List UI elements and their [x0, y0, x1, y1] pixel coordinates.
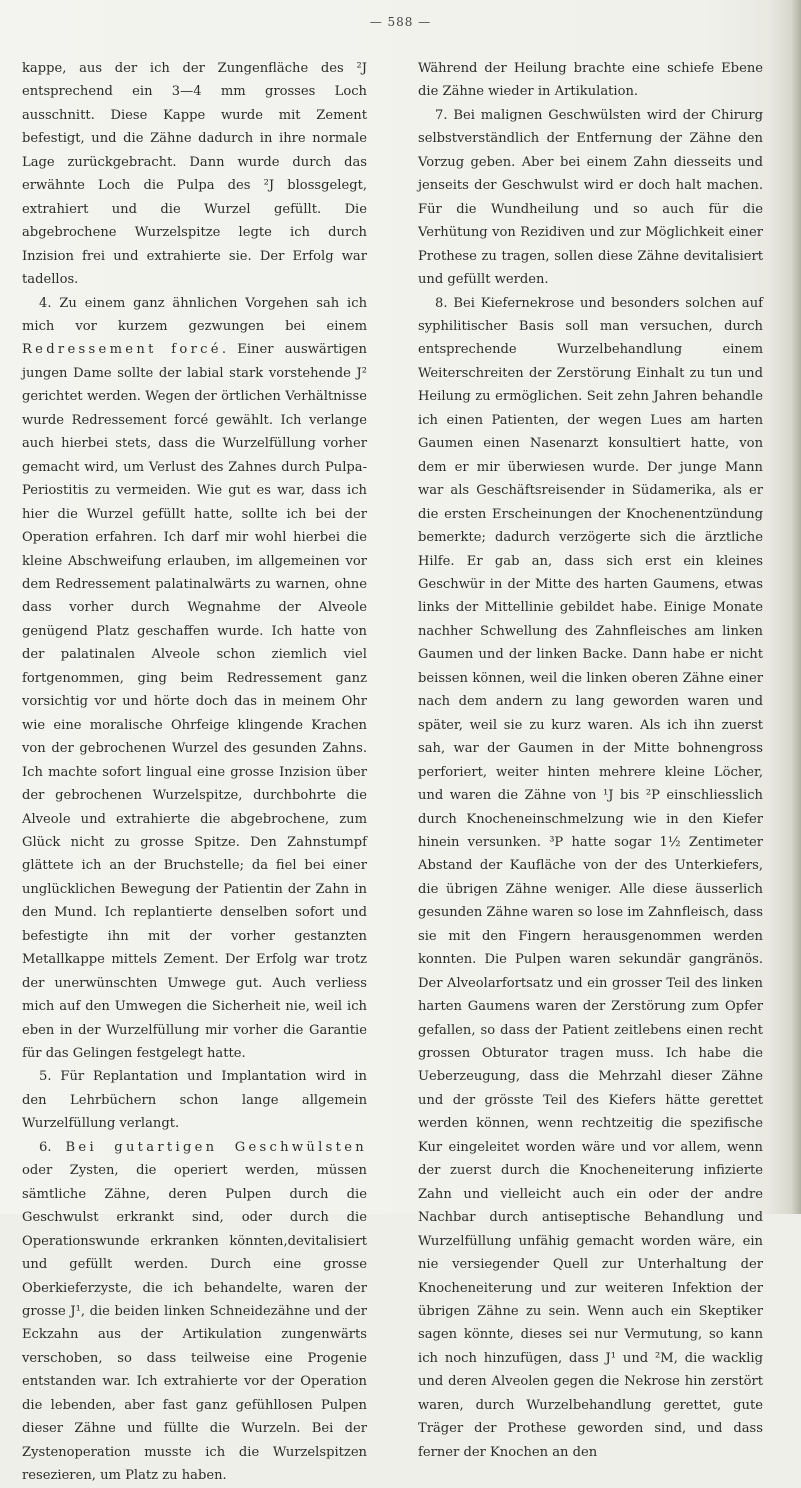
paragraph: [418, 104, 763, 292]
spaced-term: Redressement forcé: [22, 342, 222, 358]
paragraph-text: oder Zysten, die operiert werden, müssen sämtliche Zähne, deren Pulpen durch die Geschwulst erkrankt sind, oder durch die Operationswunde erkranken könnten,devitalisiert und gefüllt werden. Durch eine grosse Oberkieferzyste, die ich behandelte, waren der grosse J¹, die beiden linken Schneidezähne und der Eckzahn aus der Artikulation zungenwärts verschoben, so dass teilweise eine Progenie entstanden war. Ich extrahierte vor der Operation die lebenden, aber fast ganz gefühllosen Pulpen dieser Zähne und füllte die Wurzeln. Bei der Zystenoperation musste ich die Wurzelspitzen resezieren, um Platz zu haben.: [22, 1163, 367, 1484]
right-column: [418, 57, 763, 1464]
page-edge-shadow: [791, 0, 801, 1214]
paragraph: [22, 292, 367, 1066]
paragraph-text: 8. Bei Kiefernekrose und besonders solchen auf syphilitischer Basis soll man versuchen, durch entsprechende Wurzelbehandlung einem Weiterschreiten der Zerstörung Einhalt zu tun und Heilung zu ermöglichen. Seit zehn Jahren behandle ich einen Patienten, der wegen Lues am harten Gaumen einen Nasenarzt konsultiert hatte, von dem er mir überwiesen wurde. Der junge Mann war als Geschäftsreisender in Südamerika, als er die ersten Erscheinungen der Knochenentzündung bemerkte; dadurch verzögerte sich die ärztliche Hilfe. Er gab an, dass sich erst ein kleines Geschwür in der Mitte des harten Gaumens, etwas links der Mittellinie gebildet habe. Einige Monate nachher Schwellung des Zahnfleisches am linken Gaumen und der linken Backe. Dann habe er nicht beissen können, weil die linken oberen Zähne einer nach dem andern zu lang geworden waren und später, weil sie zu kurz waren. Als ich ihn zuerst sah, war der Gaumen in der Mitte bohnengross perforiert, weiter hinten mehrere kleine Löcher, und waren die Zähne von ¹J bis ²P einschliesslich durch Knocheneinschmelzung wie in den Kiefer hinein versunken. ³P hatte sogar 1½ Zentimeter Abstand der Kaufläche von der des Unterkiefers, die übrigen Zähne weniger. Alle diese äusserlich gesunden Zähne waren so lose im Zahnfleisch, dass sie mit den Fingern herausgenommen werden konnten. Die Pulpen waren sekundär gangränös. Der Alveolarfortsatz und ein grosser Teil des linken harten Gaumens waren der Zerstörung zum Opfer gefallen, so dass der Patient zeitlebens einen recht grossen Obturator tragen muss. Ich habe die Ueberzeugung, dass die Mehrzahl dieser Zähne und der grösste Teil des Kiefers hätte gerettet werden können, wenn rechtzeitig die spezifische Kur eingeleitet worden wäre und vor allem, wenn der zuerst durch die Knocheneiterung infizierte Zahn und vielleicht auch ein oder der andre Nachbar durch antiseptische Behandlung und Wurzelfüllung unfähig gemacht worden wäre, ein nie versiegender Quell zur Unterhaltung der Knocheneiterung und zur weiteren Infektion der übrigen Zähne zu sein. Wenn auch ein Skeptiker sagen könnte, dieses sei nur Vermutung, so kann ich noch hinzufügen, dass J¹ und ²M, die wacklig und deren Alveolen gegen die Nekrose hin zerstört waren, durch Wurzelbehandlung gerettet, gute Träger der Prothese geworden sind, und dass ferner der Knochen an den: [418, 295, 763, 1460]
page-number: — 588 —: [369, 15, 432, 29]
paragraph-text: kappe, aus der ich der Zungenfläche des ²J entsprechend ein 3—4 mm grosses Loch ausschnitt. Diese Kappe wurde mit Zement befestigt, und die Zähne dadurch in ihre normale Lage zurückgebracht. Dann wurde durch das erwähnte Loch die Pulpa des ²J blossgelegt, extrahiert und die Wurzel gefüllt. Die abgebrochene Wurzelspitze legte ich durch Inzision frei und extrahierte sie. Der Erfolg war tadellos.: [22, 61, 367, 288]
paragraph-text: 5. Für Replantation und Implantation wird in den Lehrbüchern schon lange allgemein Wurzelfüllung verlangt.: [22, 1069, 367, 1132]
paragraph-text: 7. Bei malignen Geschwülsten wird der Chirurg selbstverständlich der Entfernung der Zähne den Vorzug geben. Aber bei einem Zahn diesseits und jenseits der Geschwulst wird er doch halt machen. Für die Wundheilung und so auch für die Verhütung von Rezidiven und zur Möglichkeit einer Prothese zu tragen, sollen diese Zähne devitalisiert und gefüllt werden.: [418, 107, 763, 288]
paragraph-lead: 4. Zu einem ganz ähnlichen Vorgehen sah ich mich vor kurzem gezwungen bei einem: [22, 295, 367, 334]
paragraph: [22, 1065, 367, 1135]
spaced-term: Bei gutartigen Geschwülsten: [65, 1139, 368, 1155]
left-column: [22, 57, 367, 1488]
paragraph: [418, 292, 763, 1465]
paragraph: [418, 57, 763, 104]
paragraph: [22, 1136, 367, 1488]
paragraph-text: . Einer auswärtigen jungen Dame sollte der labial stark vorstehende J² gerichtet werden. Wegen der örtlichen Verhältnisse wurde Redressement forcé gewählt. Ich verlange auch hierbei stets, dass die Wurzelfüllung vorher gemacht wird, um Verlust des Zahnes durch Pulpa-Periostitis zu vermeiden. Wie gut es war, dass ich hier die Wurzel gefüllt hatte, sollte ich bei der Operation erfahren. Ich darf mir wohl hierbei die kleine Abschweifung erlauben, im allgemeinen vor dem Redressement palatinalwärts zu warnen, ohne dass vorher durch Wegnahme der Alveole genügend Platz geschaffen wurde. Ich hatte von der palatinalen Alveole schon ziemlich viel fortgenommen, ging beim Redressement ganz vorsichtig vor und hörte doch das in meinem Ohr wie eine moralische Ohrfeige klingende Krachen von der gebrochenen Wurzel des gesunden Zahns. Ich machte sofort lingual eine grosse Inzision über der gebrochenen Wurzelspitze, durchbohrte die Alveole und extrahierte die abgebrochene, zum Glück nicht zu grosse Spitze. Den Zahnstumpf glättete ich an der Bruchstelle; da fiel bei einer unglücklichen Bewegung der Patientin der Zahn in den Mund. Ich replantierte denselben sofort und befestigte ihn mit der vorher gestanzten Metallkappe mittels Zement. Der Erfolg war trotz der unerwünschten Umwege gut. Auch verliess mich auf den Umwegen die Sicherheit nie, weil ich eben in der Wurzelfüllung mir vorher die Garantie für das Gelingen festgelegt hatte.: [22, 342, 367, 1062]
paragraph: [22, 57, 367, 292]
paragraph-text: Während der Heilung brachte eine schiefe Ebene die Zähne wieder in Artikulation.: [418, 61, 763, 100]
paragraph-lead: 6.: [39, 1139, 66, 1155]
